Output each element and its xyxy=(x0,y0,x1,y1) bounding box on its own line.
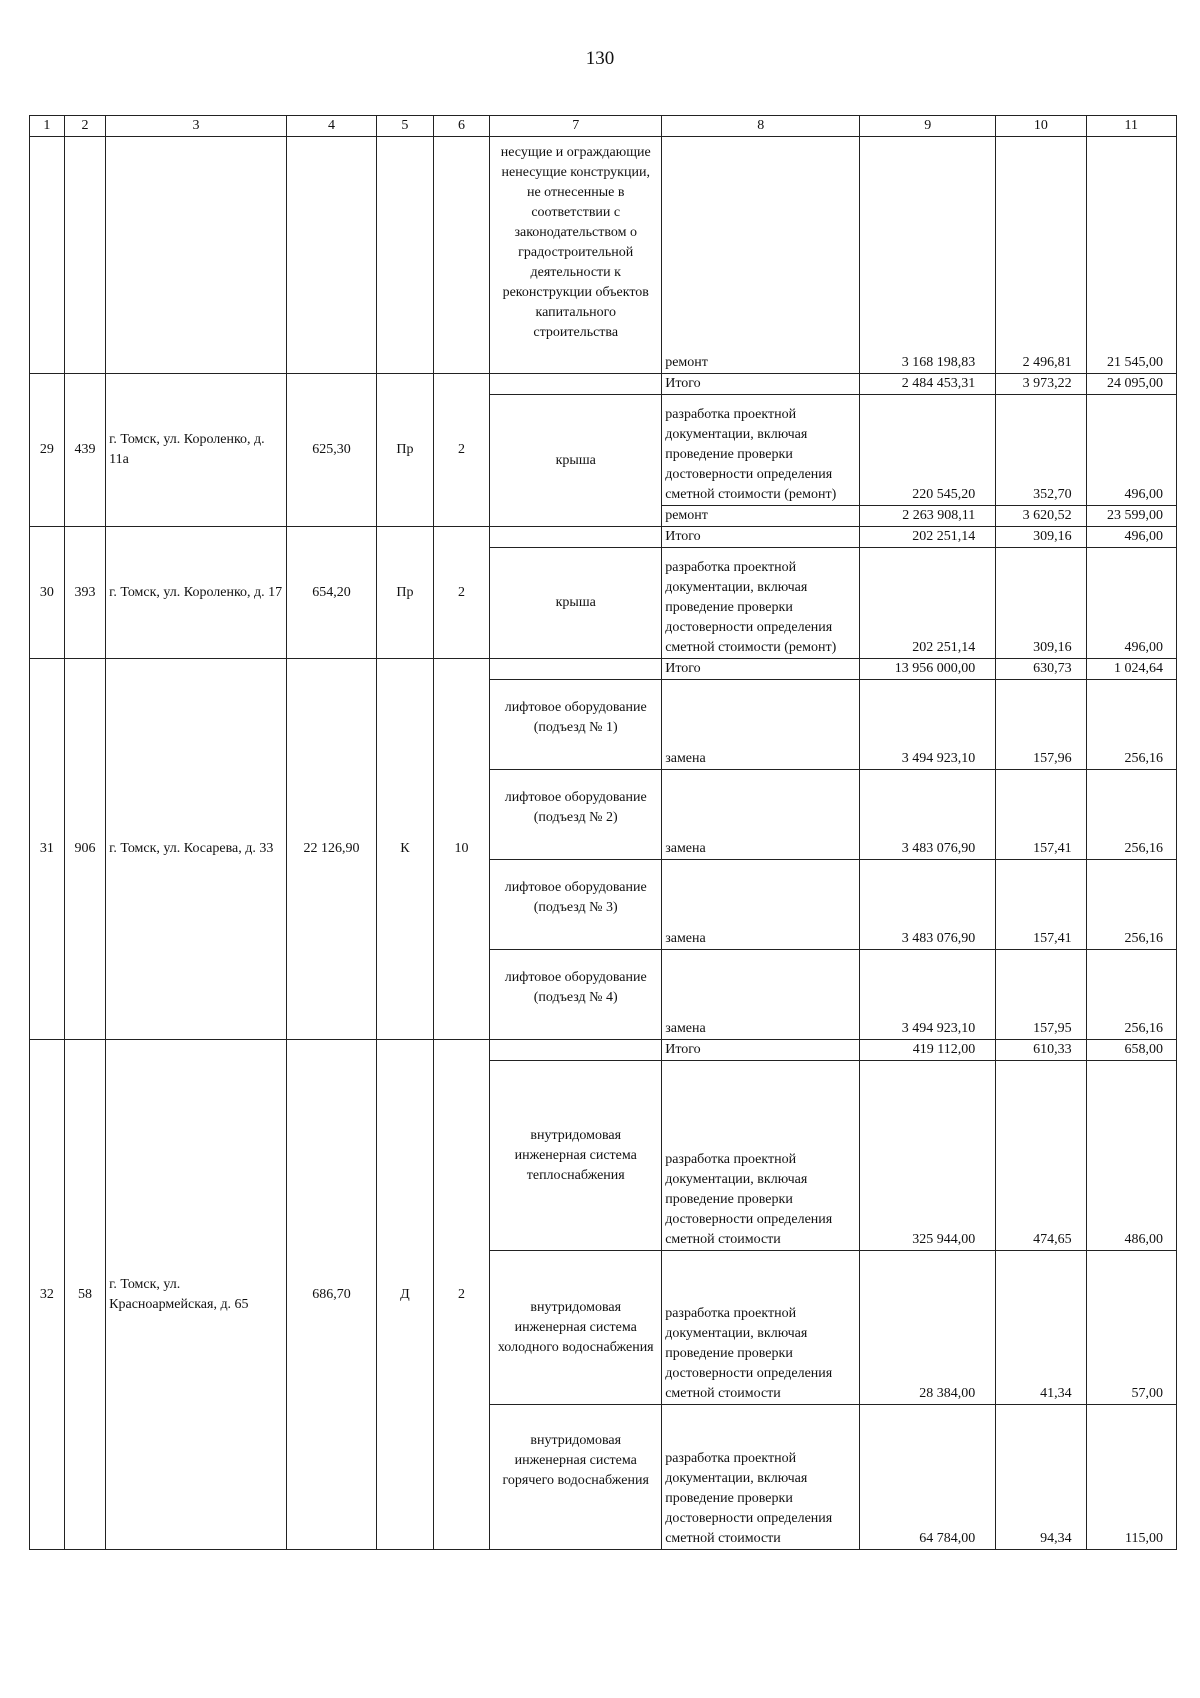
house-code: 58 xyxy=(64,1040,105,1550)
column-number: 10 xyxy=(996,116,1086,137)
table-row-total xyxy=(30,527,1177,548)
house-area: 686,70 xyxy=(286,1040,376,1550)
table-row-total xyxy=(30,1040,1177,1061)
cost-total: 325 944,00 xyxy=(860,1061,996,1251)
structural-element: внутридомовая инженерная система горячего водоснабжения xyxy=(490,1405,662,1550)
cost-per-sqm: 157,41 xyxy=(996,860,1086,950)
cost-limit: 256,16 xyxy=(1086,680,1176,770)
work-type: разработка проектной документации, включая проведение проверки достоверности определения сметной стоимости (ремонт) xyxy=(662,548,860,659)
cost-limit: 57,00 xyxy=(1086,1251,1176,1405)
column-number: 7 xyxy=(490,116,662,137)
capital-repair-table xyxy=(29,115,1177,1550)
cost-limit: 256,16 xyxy=(1086,860,1176,950)
house-type: Д xyxy=(377,1040,434,1550)
work-type: ремонт xyxy=(662,506,860,527)
total-label: Итого xyxy=(662,527,860,548)
house-address: г. Томск, ул. Красноармейская, д. 65 xyxy=(106,1040,287,1550)
house-address: г. Томск, ул. Короленко, д. 17 xyxy=(106,527,287,659)
work-type: замена xyxy=(662,770,860,860)
structural-element: внутридомовая инженерная система теплоснабжения xyxy=(490,1061,662,1251)
cost-total: 3 494 923,10 xyxy=(860,680,996,770)
cost-limit: 486,00 xyxy=(1086,1061,1176,1251)
cost-limit: 256,16 xyxy=(1086,950,1176,1040)
cost-limit: 1 024,64 xyxy=(1086,659,1176,680)
column-number: 9 xyxy=(860,116,996,137)
cost-per-sqm: 474,65 xyxy=(996,1061,1086,1251)
column-number-row xyxy=(30,116,1177,137)
structural-element: крыша xyxy=(490,395,662,527)
column-number: 6 xyxy=(433,116,490,137)
house-code: 393 xyxy=(64,527,105,659)
cost-total: 64 784,00 xyxy=(860,1405,996,1550)
total-label: Итого xyxy=(662,374,860,395)
cost-per-sqm: 352,70 xyxy=(996,395,1086,506)
cost-per-sqm: 157,95 xyxy=(996,950,1086,1040)
column-number: 4 xyxy=(286,116,376,137)
cost-limit: 658,00 xyxy=(1086,1040,1176,1061)
house-area: 654,20 xyxy=(286,527,376,659)
structural-element: лифтовое оборудование (подъезд № 4) xyxy=(490,950,662,1040)
cost-limit: 496,00 xyxy=(1086,527,1176,548)
cost-limit: 23 599,00 xyxy=(1086,506,1176,527)
cost-per-sqm: 157,96 xyxy=(996,680,1086,770)
house-type: К xyxy=(377,659,434,1040)
table-row-total xyxy=(30,374,1177,395)
work-type: замена xyxy=(662,680,860,770)
cost-total: 3 494 923,10 xyxy=(860,950,996,1040)
cost-total: 202 251,14 xyxy=(860,548,996,659)
cost-total: 220 545,20 xyxy=(860,395,996,506)
house-code: 906 xyxy=(64,659,105,1040)
floors-count: 2 xyxy=(433,527,490,659)
floors-count: 10 xyxy=(433,659,490,1040)
column-number: 8 xyxy=(662,116,860,137)
work-type: разработка проектной документации, включая проведение проверки достоверности определения сметной стоимости xyxy=(662,1251,860,1405)
page-number: 130 xyxy=(585,48,615,69)
record-number: 30 xyxy=(30,527,65,659)
cost-per-sqm: 3 973,22 xyxy=(996,374,1086,395)
cost-per-sqm: 630,73 xyxy=(996,659,1086,680)
cost-total: 3 168 198,83 xyxy=(860,137,996,374)
structural-element: внутридомовая инженерная система холодного водоснабжения xyxy=(490,1251,662,1405)
house-area: 22 126,90 xyxy=(286,659,376,1040)
cost-per-sqm: 41,34 xyxy=(996,1251,1086,1405)
cost-limit: 21 545,00 xyxy=(1086,137,1176,374)
record-number: 29 xyxy=(30,374,65,527)
cost-total: 3 483 076,90 xyxy=(860,770,996,860)
column-number: 3 xyxy=(106,116,287,137)
cost-total: 2 484 453,31 xyxy=(860,374,996,395)
floors-count: 2 xyxy=(433,374,490,527)
structural-element: несущие и ограждающие ненесущие конструкции, не отнесенные в соответствии с законодательством о градостроительной деятельности к реконструкции объектов капитального строительства xyxy=(490,137,662,374)
column-number: 1 xyxy=(30,116,65,137)
cost-total: 2 263 908,11 xyxy=(860,506,996,527)
cost-limit: 24 095,00 xyxy=(1086,374,1176,395)
cost-per-sqm: 94,34 xyxy=(996,1405,1086,1550)
structural-element: лифтовое оборудование (подъезд № 2) xyxy=(490,770,662,860)
total-label: Итого xyxy=(662,1040,860,1061)
structural-element: лифтовое оборудование (подъезд № 3) xyxy=(490,860,662,950)
cost-limit: 496,00 xyxy=(1086,548,1176,659)
table-row xyxy=(30,137,1177,374)
cost-total: 13 956 000,00 xyxy=(860,659,996,680)
cost-per-sqm: 2 496,81 xyxy=(996,137,1086,374)
house-address: г. Томск, ул. Косарева, д. 33 xyxy=(106,659,287,1040)
floors-count: 2 xyxy=(433,1040,490,1550)
house-type: Пр xyxy=(377,527,434,659)
work-type: замена xyxy=(662,860,860,950)
column-number: 11 xyxy=(1086,116,1176,137)
column-number: 5 xyxy=(377,116,434,137)
table-row-total xyxy=(30,659,1177,680)
cost-limit: 496,00 xyxy=(1086,395,1176,506)
cost-limit: 256,16 xyxy=(1086,770,1176,860)
cost-total: 419 112,00 xyxy=(860,1040,996,1061)
work-type: разработка проектной документации, включая проведение проверки достоверности определения сметной стоимости xyxy=(662,1405,860,1550)
house-type: Пр xyxy=(377,374,434,527)
cost-per-sqm: 610,33 xyxy=(996,1040,1086,1061)
cost-per-sqm: 157,41 xyxy=(996,770,1086,860)
cost-per-sqm: 3 620,52 xyxy=(996,506,1086,527)
house-area: 625,30 xyxy=(286,374,376,527)
work-type: ремонт xyxy=(662,137,860,374)
cost-limit: 115,00 xyxy=(1086,1405,1176,1550)
cost-per-sqm: 309,16 xyxy=(996,548,1086,659)
work-type: замена xyxy=(662,950,860,1040)
work-type: разработка проектной документации, включая проведение проверки достоверности определения сметной стоимости (ремонт) xyxy=(662,395,860,506)
record-number: 32 xyxy=(30,1040,65,1550)
cost-total: 3 483 076,90 xyxy=(860,860,996,950)
cost-per-sqm: 309,16 xyxy=(996,527,1086,548)
total-label: Итого xyxy=(662,659,860,680)
record-number: 31 xyxy=(30,659,65,1040)
structural-element: крыша xyxy=(490,548,662,659)
cost-total: 202 251,14 xyxy=(860,527,996,548)
house-code: 439 xyxy=(64,374,105,527)
column-number: 2 xyxy=(64,116,105,137)
work-type: разработка проектной документации, включая проведение проверки достоверности определения сметной стоимости xyxy=(662,1061,860,1251)
structural-element: лифтовое оборудование (подъезд № 1) xyxy=(490,680,662,770)
cost-total: 28 384,00 xyxy=(860,1251,996,1405)
house-address: г. Томск, ул. Короленко, д. 11а xyxy=(106,374,287,527)
